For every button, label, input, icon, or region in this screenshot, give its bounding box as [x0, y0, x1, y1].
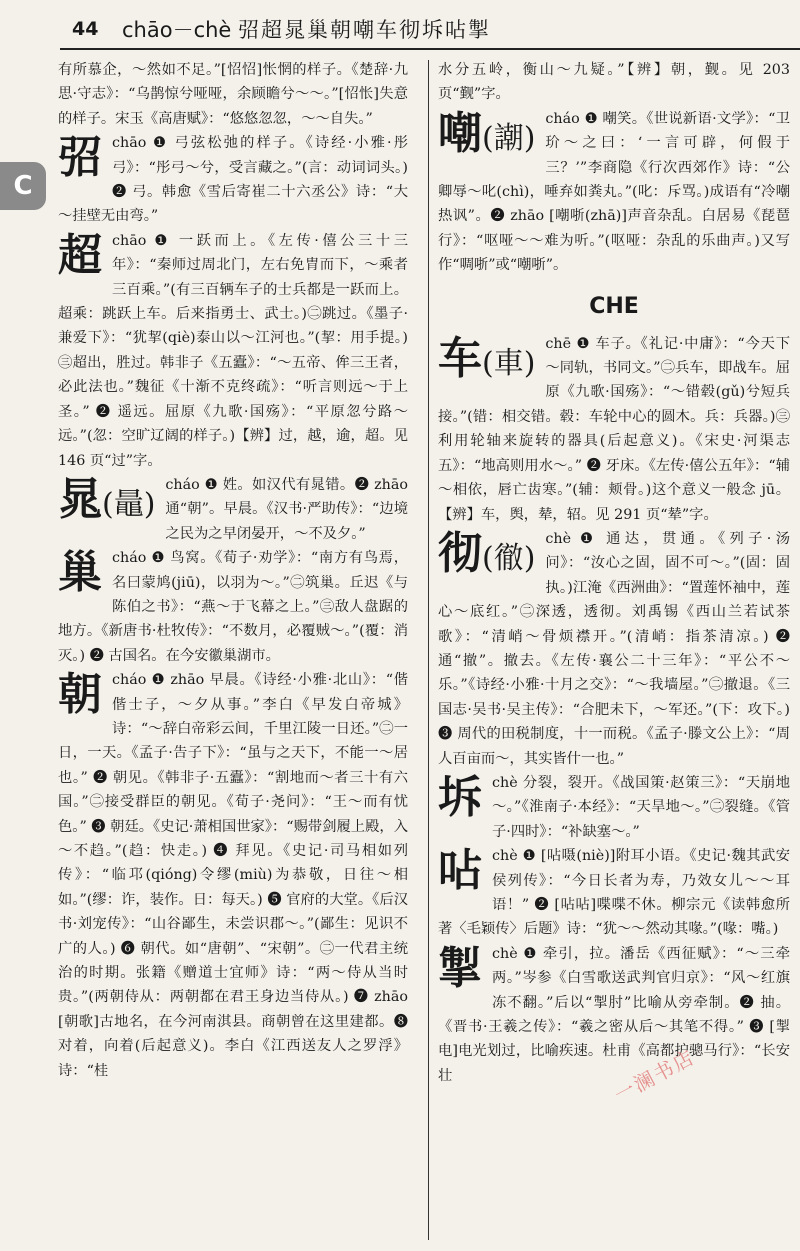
headword-char: 彻: [438, 527, 482, 579]
entry-headword: [438, 944, 482, 994]
page-number: 44: [72, 18, 99, 40]
right-column: [438, 58, 790, 1088]
dictionary-entry: [438, 107, 790, 278]
dictionary-entry: [438, 771, 790, 844]
header-rule: [60, 48, 800, 50]
entry-definition: cháo ❶ 嘲笑。《世说新语·文学》：“卫玠～之曰：‘一言可辟，何假于三？’”李商隐《行次西郊作》诗：“公卿辱～叱(chì)，唾弃如粪丸。”(叱：斥骂。)成语有“冷嘲热讽”。❷ zhāo [嘲哳(zhā)]声音杂乱。白居易《琵琶行》：“呕哑～～难为听。”(呕哑：杂乱的乐曲声。)又写作“啁哳”或“嘲哳”。: [438, 110, 790, 274]
headword-char: 超: [58, 229, 102, 281]
column-divider: [428, 60, 429, 1240]
entry-headword: [438, 529, 535, 584]
entry-definition: chāo ❶ 一跃而上。《左传·僖公三十三年》：“秦师过周北门，左右免胄而下，～乘者三百乘。”(有三百辆车子的士兵都是一跃而上。超乘：跳跃上车。后来指勇士、武士。)㊁跳过。《墨子·兼爱下》：“犹挈(qiè)泰山以～江河也。”(挈：用手提。)㊂超出，胜过。韩非子《五蠹》：“～五帝、侔三王者，必此法也。”魏征《十渐不克终疏》：“听言则远～于上圣。” ❷ 遥远。屈原《九歌·国殇》：“平原忽兮路～远。”(忽：空旷辽阔的样子。)【辨】过，越，逾，超。见 146 页“过”字。: [58, 232, 408, 469]
headword-variant: (鼂): [102, 486, 156, 522]
headword-char: 呫: [438, 845, 482, 897]
dictionary-entry: [58, 229, 408, 473]
dictionary-entry: [438, 332, 790, 527]
headword-char: 车: [438, 332, 482, 384]
entry-definition: chè ❶ 通达，贯通。《列子·汤问》：“汝心之固，固不可～。”(固：固执。)江淹《西洲曲》：“置莲怀袖中，莲心～底红。”㊁深透，透彻。刘禹锡《西山兰若试茶歌》：“清峭～骨烦襟开。”(清峭：指茶清凉。) ❷ 通“撤”。撤去。《左传·襄公二十三年》：“平公不～乐。”《诗经·小雅·十月之交》：“～我墙屋。”㊁撤退。《三国志·吴书·吴主传》：“合肥未下，～军还。”(下：攻下。) ❸ 周代的田税制度，十一而税。《孟子·滕文公上》：“周人百亩而～，其实皆什一也。”: [438, 530, 790, 767]
headword-char: 晁: [58, 473, 102, 525]
entry-definition: chè 分裂，裂开。《战国策·赵策三》：“天崩地～。”《淮南子·本经》：“天旱地～。”㊁裂缝。《管子·四时》：“补缺塞～。”: [492, 774, 790, 840]
entry-headword: [438, 846, 482, 896]
entry-headword: [58, 548, 102, 598]
entry-definition: cháo ❶ 鸟窝。《荀子·劝学》：“南方有鸟焉，名曰蒙鸠(jiū)，以羽为～。”㊁筑巢。丘迟《与陈伯之书》：“燕～于飞幕之上。”㊂敌人盘踞的地方。《新唐书·杜牧传》：“不数月，必覆贼～。”(覆：消灭。) ❷ 古国名。在今安徽巢湖市。: [58, 550, 408, 664]
headword-char: 朝: [58, 669, 102, 721]
dictionary-entry: [438, 844, 790, 942]
entry-definition: chāo ❶ 弓弦松弛的样子。《诗经·小雅·彤弓》：“彤弓～兮，受言藏之。”(言：动词词头。) ❷ 弓。韩愈《雪后寄崔二十六丞公》诗：“大～挂壁无由弯。”: [58, 135, 408, 225]
entry-headword: [438, 109, 535, 164]
headword-char: 掣: [438, 942, 482, 994]
page-header: [0, 0, 800, 52]
headword-char: 坼: [438, 771, 482, 823]
dictionary-entry: [58, 131, 408, 229]
entry-headword: [58, 231, 102, 281]
pinyin-range: chāo－chè: [122, 18, 232, 42]
section-title: CHE: [589, 293, 639, 319]
entry-definition: cháo ❶ zhāo 早晨。《诗经·小雅·北山》：“偕偕士子，～夕从事。”李白《早发白帝城》诗：“～辞白帝彩云间，千里江陵一日还。”㊁一日，一天。《孟子·告子下》：“虽与之天下，不能一～居也。” ❷ 朝见。《韩非子·五蠹》：“割地而～者三十有六国。”㊁接受群臣的朝见。《荀子·尧问》：“王～而有忧色。” ❸ 朝廷。《史记·萧相国世家》：“赐带剑履上殿，入～不趋。”(趋：快走。) ❹ 拜见。《史记·司马相如列传》：“临邛(qióng)令缪(miù)为恭敬，日往～相如。”(缪：诈，装作。日：每天。) ❺ 官府的大堂。《后汉书·刘宠传》：“山谷鄙生，未尝识郡～。”(鄙生：见识不广的人。) ❻ 朝代。如“唐朝”、“宋朝”。㊁一代君主统治的时期。张籍《赠道士宜师》诗：“两～侍从当时贵。”(两朝侍从：两朝都在君王身边当侍从。) ❼ zhāo [朝歌]古地名，在今河南淇县。商朝曾在这里建都。❽ 对着，向着(后起意义)。李白《江西送友人之罗浮》诗：“桂: [58, 672, 408, 1079]
entry-headword: [438, 773, 482, 823]
entry-headword: [438, 334, 535, 389]
headword-variant: (徹): [482, 540, 536, 576]
continuation-text: 有所慕企，～然如不足。”[怊怊]怅惘的样子。《楚辞·九思·守志》：“乌鹊惊兮哑哑，余顾瞻兮～～。”[怊怅]失意的样子。宋玉《高唐赋》：“悠悠忽忽，～～自失。”: [58, 62, 408, 127]
dictionary-entry: [58, 668, 408, 1083]
entry-headword: [58, 133, 102, 183]
dictionary-entry: [58, 473, 408, 546]
header-characters: 弨超晁巢朝嘲车彻坼呫掣: [238, 18, 491, 42]
headword-char: 巢: [58, 547, 102, 599]
left-column: [58, 58, 408, 1083]
entry-headword: [58, 475, 155, 530]
headword-char: 嘲: [438, 107, 482, 159]
watermark-stamp: 一澜书店: [610, 1044, 700, 1108]
entry-definition: chè ❶ 牵引，拉。潘岳《西征赋》：“～三牵两。”岑参《白雪歌送武判官归京》：“风～红旗冻不翻。”后以“掣肘”比喻从旁牵制。❷ 抽。《晋书·王羲之传》：“羲之密从后～其笔不得。” ❸ [掣电]电光划过，比喻疾速。杜甫《高都护骢马行》：“长安壮: [438, 945, 790, 1084]
continuation-text: 水分五岭，衡山～九疑。”【辨】朝，觐。见 203 页“觐”字。: [438, 62, 790, 103]
headword-variant: (謿): [482, 120, 536, 156]
entry-definition: chè ❶ [呫嗫(niè)]附耳小语。《史记·魏其武安侯列传》：“今日长者为寿，乃效女儿～～耳语！” ❷ [呫呫]喋喋不休。柳宗元《读韩愈所著〈毛颖传〉后题》诗：“犹～～然动其喙。”(喙：嘴。): [438, 848, 790, 938]
section-tab: C: [0, 162, 46, 210]
dictionary-entry: [58, 546, 408, 668]
headword-char: 弨: [58, 132, 102, 184]
headword-variant: (車): [482, 345, 536, 381]
entry-definition: cháo ❶ 姓。如汉代有晁错。❷ zhāo 通“朝”。早晨。《汉书·严助传》：“边境之民为之早闭晏开，～不及夕。”: [165, 476, 408, 542]
entry-headword: [58, 670, 102, 720]
dictionary-entry: [438, 942, 790, 1088]
dictionary-entry: [438, 527, 790, 771]
entry-definition: chē ❶ 车子。《礼记·中庸》：“今天下～同轨，书同文。”㊁兵车，即战车。屈原《九歌·国殇》：“～错毂(gǔ)兮短兵接。”(错：相交错。毂：车轮中心的圆木。兵：兵器。)㊂利用轮轴来旋转的器具(后起意义)。《宋史·河渠志五》：“地高则用水～。” ❷ 牙床。《左传·僖公五年》：“辅～相依，唇亡齿寒。”(辅：颊骨。)这个意义一般念 jū。【辨】车，舆，辇，轺。见 291 页“辇”字。: [438, 335, 790, 523]
